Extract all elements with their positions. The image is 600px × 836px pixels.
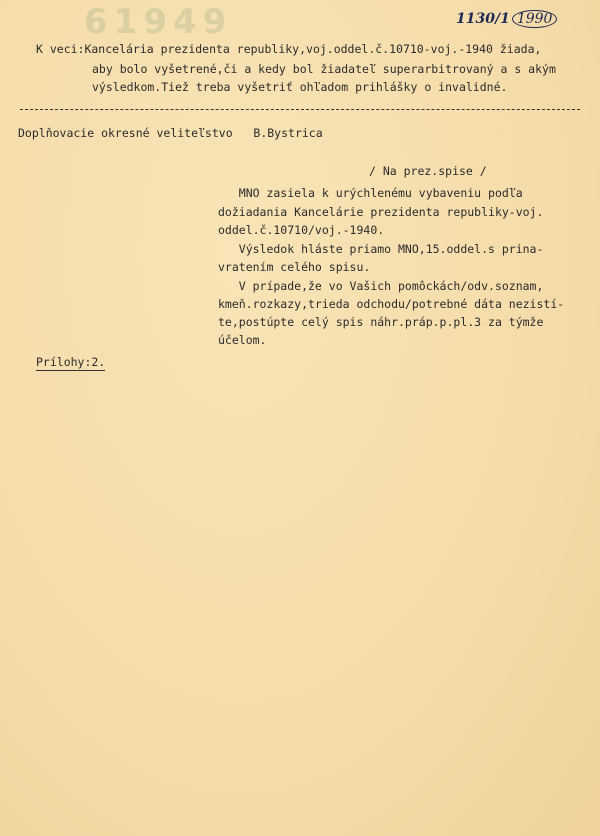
reference-number [456,10,557,28]
body-line-3: oddel.č.10710/voj.-1940. [218,223,385,237]
subject-line-3: výsledkom.Tiež treba vyšetriť ohľadom prihlášky o invalidné. [92,80,508,94]
body-line-6: V prípade,že vo Vašich pomôckách/odv.soznam, [218,279,544,293]
subject-line-2: aby bolo vyšetrené,či a kedy bol žiadateľ superarbitrovaný a s akým [92,62,556,76]
reference-year: 1990 [512,10,558,28]
body-line-7: kmeň.rozkazy,trieda odchodu/potrebné dáta nezistí- [218,297,565,311]
faded-stamp: 61949 [84,2,233,42]
body-line-2: dožiadania Kancelárie prezidenta republiky-voj. [218,205,544,219]
attachments-label: Prílohy:2. [36,355,106,369]
body-line-8: te,postúpte celý spis náhr.práp.p.pl.3 za týmže [218,315,544,329]
body-line-4: Výsledok hláste priamo MNO,15.oddel.s prina- [218,242,544,256]
body-line-1: MNO zasiela k urýchlenému vybaveniu podľa [218,186,523,200]
distribution-note: / Na prez.spise / [369,164,487,178]
separator-line [20,109,580,110]
reference-number-value: 1130/1 [456,11,510,27]
addressee: Doplňovacie okresné veliteľstvo B.Bystrica [18,126,323,140]
body-line-5: vratením celého spisu. [218,260,371,274]
subject-line-1: K veci:Kancelária prezidenta republiky,voj.oddel.č.10710-voj.-1940 žiada, [36,42,542,56]
body-line-9: účelom. [218,333,267,347]
